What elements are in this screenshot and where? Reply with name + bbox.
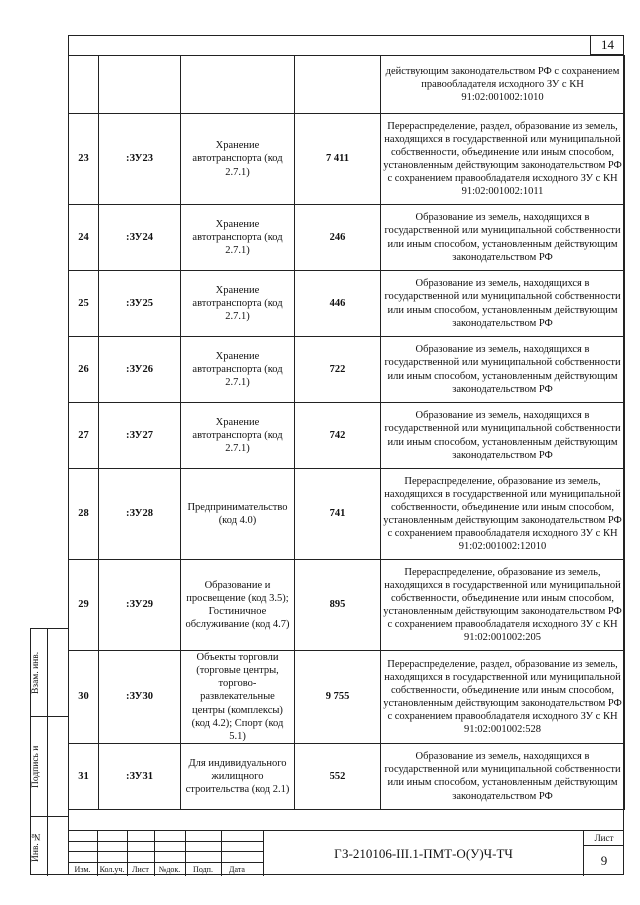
side-stamp [30,628,68,875]
sheet-number: 9 [600,853,608,868]
plot-code: :ЗУ28 [99,469,181,560]
permitted-use: Хранение автотранспорта (код 2.7.1) [181,114,295,205]
permitted-use: Образование и просвещение (код 3.5); Гостиничное обслуживание (код 4.7) [181,560,295,651]
plot-area: 446 [295,271,381,337]
side-label-inv-num: Инв. № [31,830,41,863]
title-block-label: Кол.уч. [99,865,125,874]
plot-code: :ЗУ24 [99,205,181,271]
formation-method: действующим законодательством РФ с сохранением правообладателя исходного ЗУ с КН 91:02:001002:1010 [381,56,625,114]
title-block-label: Дата [229,865,245,874]
permitted-use: Хранение автотранспорта (код 2.7.1) [181,337,295,403]
plot-code: :ЗУ25 [99,271,181,337]
formation-method: Перераспределение, образование из земель, находящихся в государственной или муниципальной собственности, объединение или иным способом, установленным действующим законодательством РФ с сохранением правообладателя исходного ЗУ с КН 91:02:001002:12010 [381,469,625,560]
permitted-use: Предпринимательство (код 4.0) [181,469,295,560]
table-row [69,469,625,560]
table-row [69,651,625,744]
formation-method: Образование из земель, находящихся в государственной или муниципальной собственности или иным способом, установленным действующим законодательством РФ [381,743,625,809]
table-row [69,271,625,337]
row-number [69,56,99,114]
title-block-label: Изм. [74,865,91,874]
row-number: 30 [69,651,99,744]
formation-method: Перераспределение, раздел, образование из земель, находящихся в государственной или муниципальной собственности, объединение или иным способом, установленным действующим законодательством РФ с сохранением правообладателя исходного ЗУ с КН 91:02:001002:528 [381,651,625,744]
formation-method: Перераспределение, раздел, образование из земель, находящихся в государственной или муниципальной собственности, объединение или иным способом, установленным действующим законодательством РФ с сохранением правообладателя исходного ЗУ с КН 91:02:001002:1011 [381,114,625,205]
table-row [69,337,625,403]
row-number: 28 [69,469,99,560]
plot-area: 895 [295,560,381,651]
formation-method: Образование из земель, находящихся в государственной или муниципальной собственности или иным способом, установленным действующим законодательством РФ [381,337,625,403]
land-plots-table [68,55,625,810]
plot-code: :ЗУ30 [99,651,181,744]
row-number: 25 [69,271,99,337]
plot-code: :ЗУ29 [99,560,181,651]
plot-area: 722 [295,337,381,403]
row-number: 26 [69,337,99,403]
formation-method: Образование из земель, находящихся в государственной или муниципальной собственности или иным способом, установленным действующим законодательством РФ [381,403,625,469]
table-row [69,205,625,271]
plot-code: :ЗУ26 [99,337,181,403]
row-number: 24 [69,205,99,271]
table-row [69,403,625,469]
side-cell-sign-date [31,716,68,816]
row-number: 27 [69,403,99,469]
table-row [69,560,625,651]
table-row [69,743,625,809]
table-row [69,56,625,114]
plot-area: 742 [295,403,381,469]
plot-area: 7 411 [295,114,381,205]
plot-code: :ЗУ27 [99,403,181,469]
plot-code: :ЗУ23 [99,114,181,205]
sheet-box [583,831,624,876]
permitted-use: Для индивидуального жилищного строительства (код 2.1) [181,743,295,809]
title-block-columns [68,831,263,876]
row-number: 23 [69,114,99,205]
row-number: 29 [69,560,99,651]
plot-area: 9 755 [295,651,381,744]
permitted-use [181,56,295,114]
side-label-inv-replace: Взам. инв. [31,651,41,694]
table-row [69,114,625,205]
side-label-sign-date: Подпись и [31,745,41,788]
permitted-use: Объекты торговли (торговые центры, торгово-развлекательные центры (комплексы) (код 4.2); Спорт (код 5.1) [181,651,295,744]
formation-method: Образование из земель, находящихся в государственной или муниципальной собственности или иным способом, установленным действующим законодательством РФ [381,205,625,271]
title-block-label: Подп. [193,865,213,874]
permitted-use: Хранение автотранспорта (код 2.7.1) [181,271,295,337]
sheet-label: Лист [584,831,624,846]
plot-area: 552 [295,743,381,809]
formation-method: Образование из земель, находящихся в государственной или муниципальной собственности или иным способом, установленным действующим законодательством РФ [381,271,625,337]
document-code: ГЗ-210106-III.1-ПМТ-О(У)Ч-ТЧ [263,831,583,876]
side-cell-inv-replace [31,629,68,716]
title-block-label: №док. [158,865,181,874]
permitted-use: Хранение автотранспорта (код 2.7.1) [181,403,295,469]
plot-area: 741 [295,469,381,560]
side-cell-inv-num [31,816,68,876]
row-number: 31 [69,743,99,809]
title-block-label: Лист [132,865,149,874]
page-number: 14 [590,35,624,55]
plot-area: 246 [295,205,381,271]
permitted-use: Хранение автотранспорта (код 2.7.1) [181,205,295,271]
plot-code: :ЗУ31 [99,743,181,809]
plot-code [99,56,181,114]
formation-method: Перераспределение, образование из земель, находящихся в государственной или муниципальной собственности, объединение или иным способом, установленным действующим законодательством РФ с сохранением правообладателя исходного ЗУ с КН 91:02:001002:205 [381,560,625,651]
title-block [68,830,624,875]
plot-area [295,56,381,114]
